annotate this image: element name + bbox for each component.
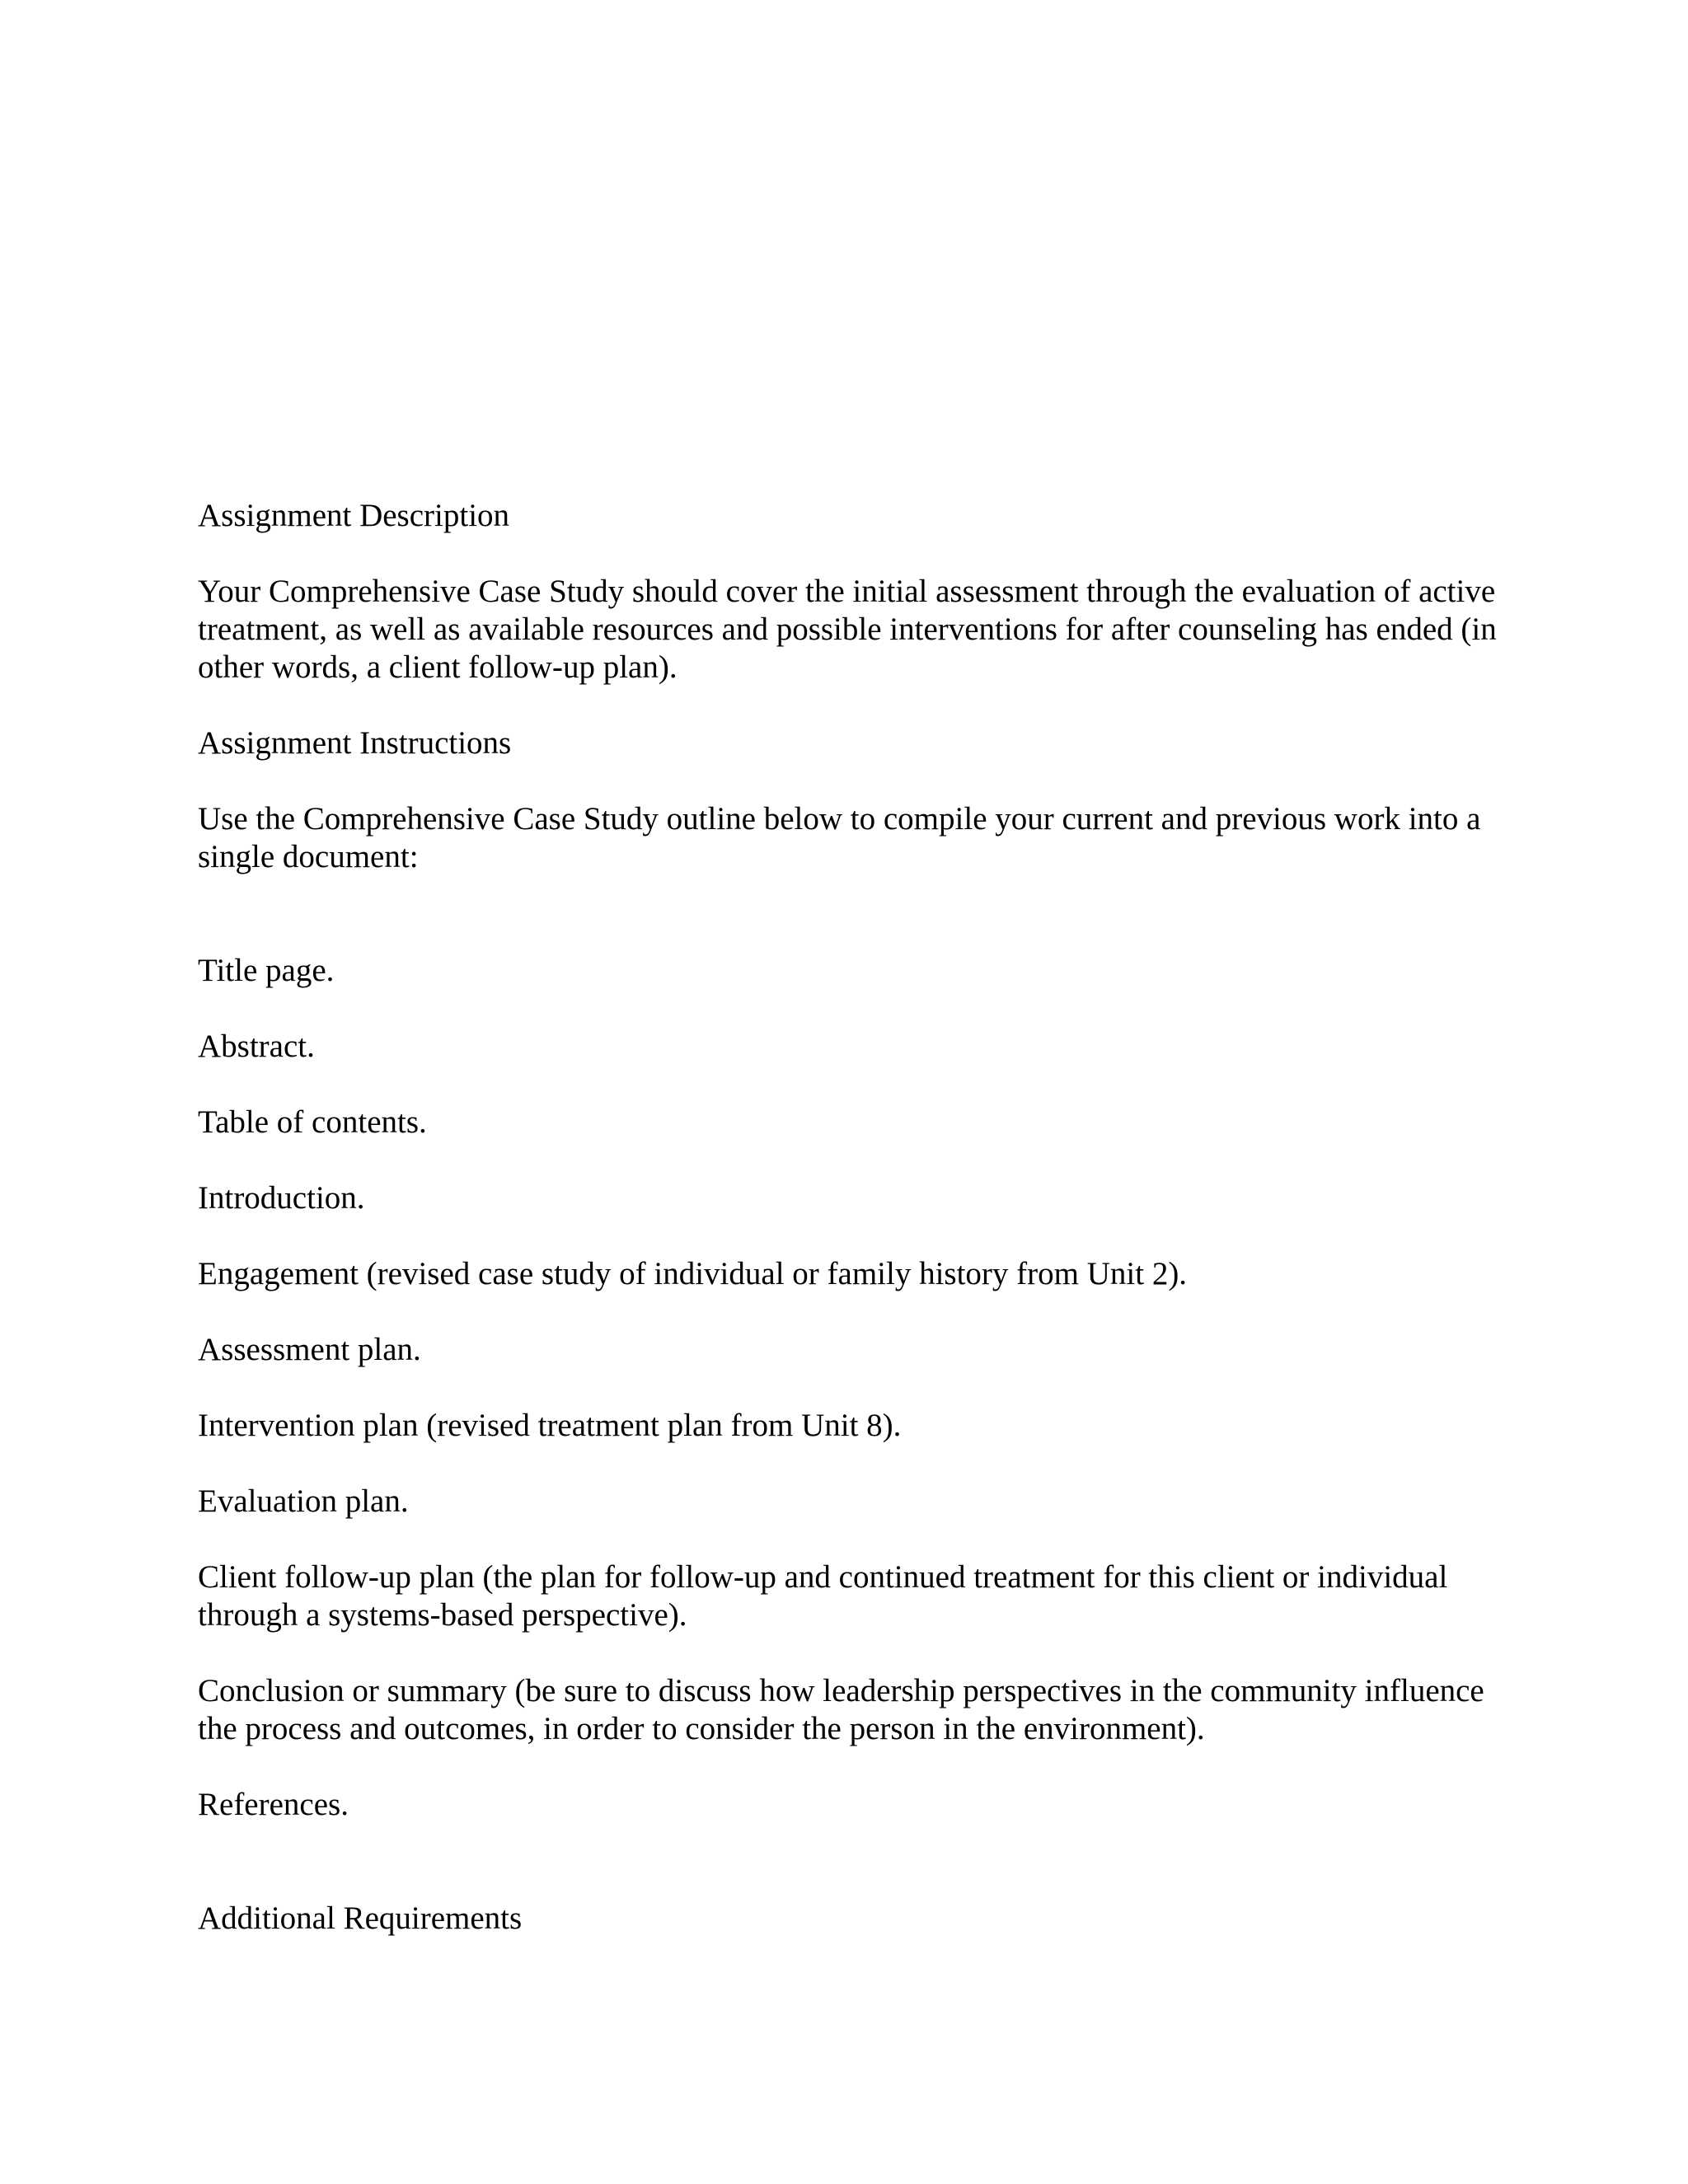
outline-item-title-page: Title page. <box>198 953 335 988</box>
outline-item-assessment-plan: Assessment plan. <box>198 1332 421 1367</box>
document-body <box>198 497 1500 1938</box>
outline-item-introduction: Introduction. <box>198 1180 365 1216</box>
section-heading-assignment-instructions: Assignment Instructions <box>198 725 512 761</box>
outline-item-references: References. <box>198 1787 349 1822</box>
outline-list <box>198 952 1500 1824</box>
outline-item-evaluation-plan: Evaluation plan. <box>198 1483 409 1519</box>
section-heading-additional-requirements: Additional Requirements <box>198 1900 523 1936</box>
section-heading-assignment-description: Assignment Description <box>198 498 510 533</box>
outline-item-abstract: Abstract. <box>198 1029 315 1064</box>
outline-item-client-follow-up-plan: Client follow-up plan (the plan for follow-up and continued treatment for this client or individual through a systems-based perspective). <box>198 1559 1448 1633</box>
outline-item-engagement: Engagement (revised case study of individual or family history from Unit 2). <box>198 1256 1188 1291</box>
outline-item-intervention-plan: Intervention plan (revised treatment plan from Unit 8). <box>198 1408 902 1443</box>
assignment-instructions-paragraph: Use the Comprehensive Case Study outline below to compile your current and previous work into a single document: <box>198 801 1481 874</box>
outline-item-table-of-contents: Table of contents. <box>198 1104 427 1140</box>
outline-item-conclusion: Conclusion or summary (be sure to discuss how leadership perspectives in the community influence the process and outcomes, in order to consider the person in the environment). <box>198 1673 1484 1746</box>
assignment-description-paragraph: Your Comprehensive Case Study should cover the initial assessment through the evaluation of active treatment, as well as available resources and possible interventions for after counseling has ended (in other words, a client follow-up plan). <box>198 574 1497 685</box>
